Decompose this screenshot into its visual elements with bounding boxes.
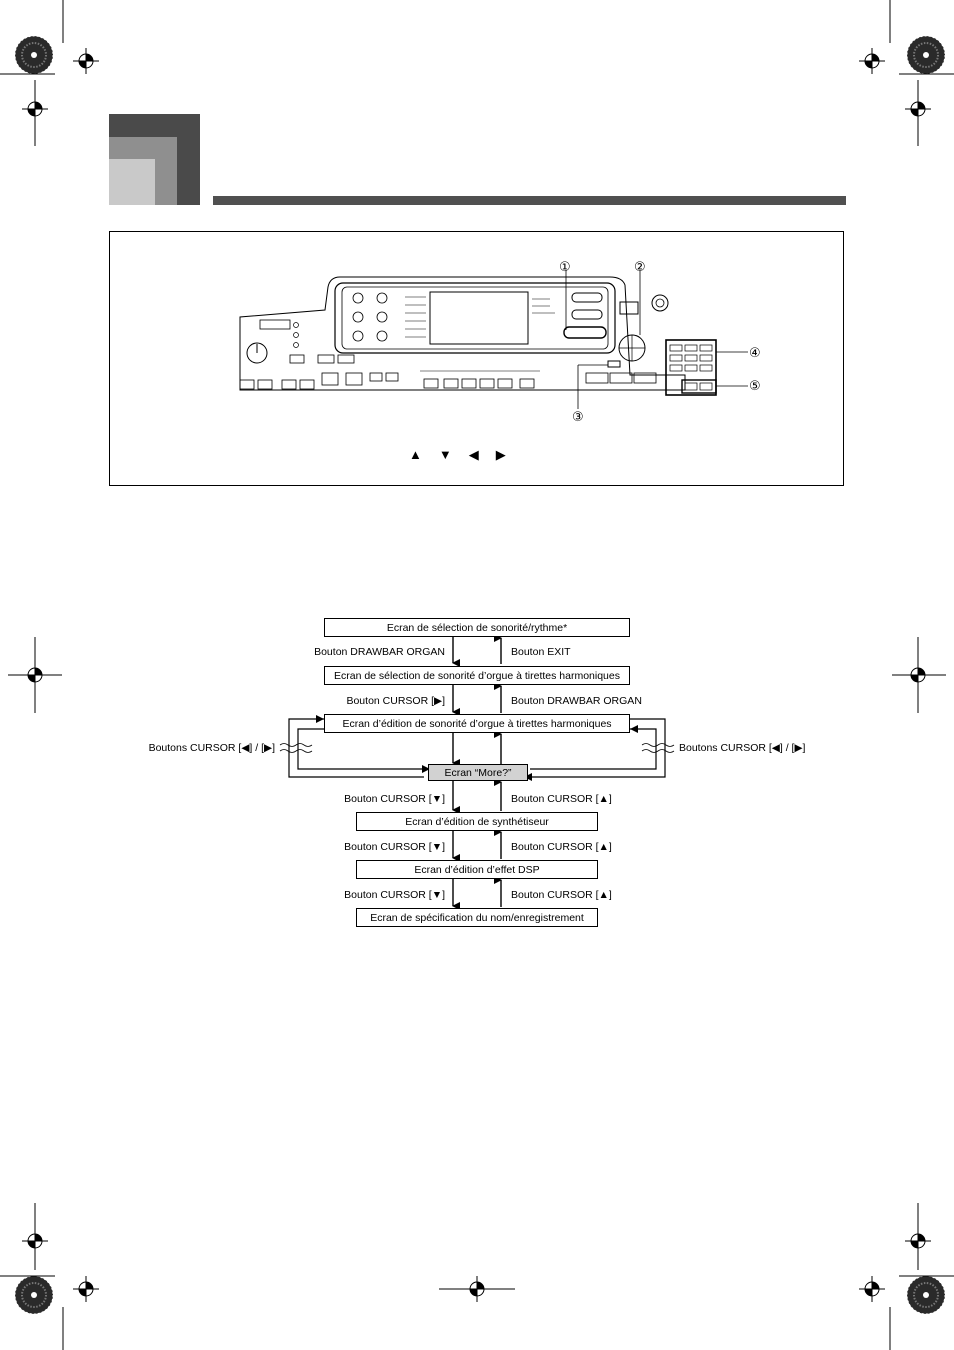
name-store-screen: Ecran de spécification du nom/enregistrement — [356, 908, 598, 927]
label-cursor-down-3: Bouton CURSOR [▼] — [344, 889, 445, 901]
label-right-loop: Boutons CURSOR [◀] / [▶] — [679, 742, 806, 754]
synth-edit-screen: Ecran d’édition de synthétiseur — [356, 812, 598, 831]
callout-3: ③ — [572, 409, 584, 424]
callout-2: ② — [634, 259, 646, 274]
label-cursor-down-2: Bouton CURSOR [▼] — [344, 841, 445, 853]
tone-rhythm-select-screen: Ecran de sélection de sonorité/rythme* — [324, 618, 630, 637]
label-cursor-up-3: Bouton CURSOR [▲] — [511, 889, 612, 901]
label-cursor-down-1: Bouton CURSOR [▼] — [344, 793, 445, 805]
callout-1: ① — [559, 259, 571, 274]
down-triangle-icon: ▼ — [438, 447, 469, 462]
more-screen: Ecran “More?” — [428, 764, 528, 781]
label-cursor-up-1: Bouton CURSOR [▲] — [511, 793, 612, 805]
right-triangle-icon: ▶ — [495, 447, 523, 462]
label-drawbar-up: Bouton DRAWBAR ORGAN — [511, 695, 642, 707]
label-left-loop: Boutons CURSOR [◀] / [▶] — [148, 742, 275, 754]
label-cursor-right: Bouton CURSOR [▶] — [346, 695, 445, 707]
callout-5: ⑤ — [749, 378, 761, 393]
left-triangle-icon: ◀ — [468, 447, 496, 462]
callout-4: ④ — [749, 345, 761, 360]
label-cursor-up-2: Bouton CURSOR [▲] — [511, 841, 612, 853]
dsp-edit-screen: Ecran d’édition d’effet DSP — [356, 860, 598, 879]
label-drawbar-down: Bouton DRAWBAR ORGAN — [314, 646, 445, 658]
drawbar-tone-edit-screen: Ecran d’édition de sonorité d’orgue à tirettes harmoniques — [324, 714, 630, 733]
label-exit-up: Bouton EXIT — [511, 646, 571, 658]
up-triangle-icon: ▲ — [409, 447, 439, 462]
drawbar-tone-select-screen: Ecran de sélection de sonorité d’orgue à tirettes harmoniques — [324, 666, 630, 685]
